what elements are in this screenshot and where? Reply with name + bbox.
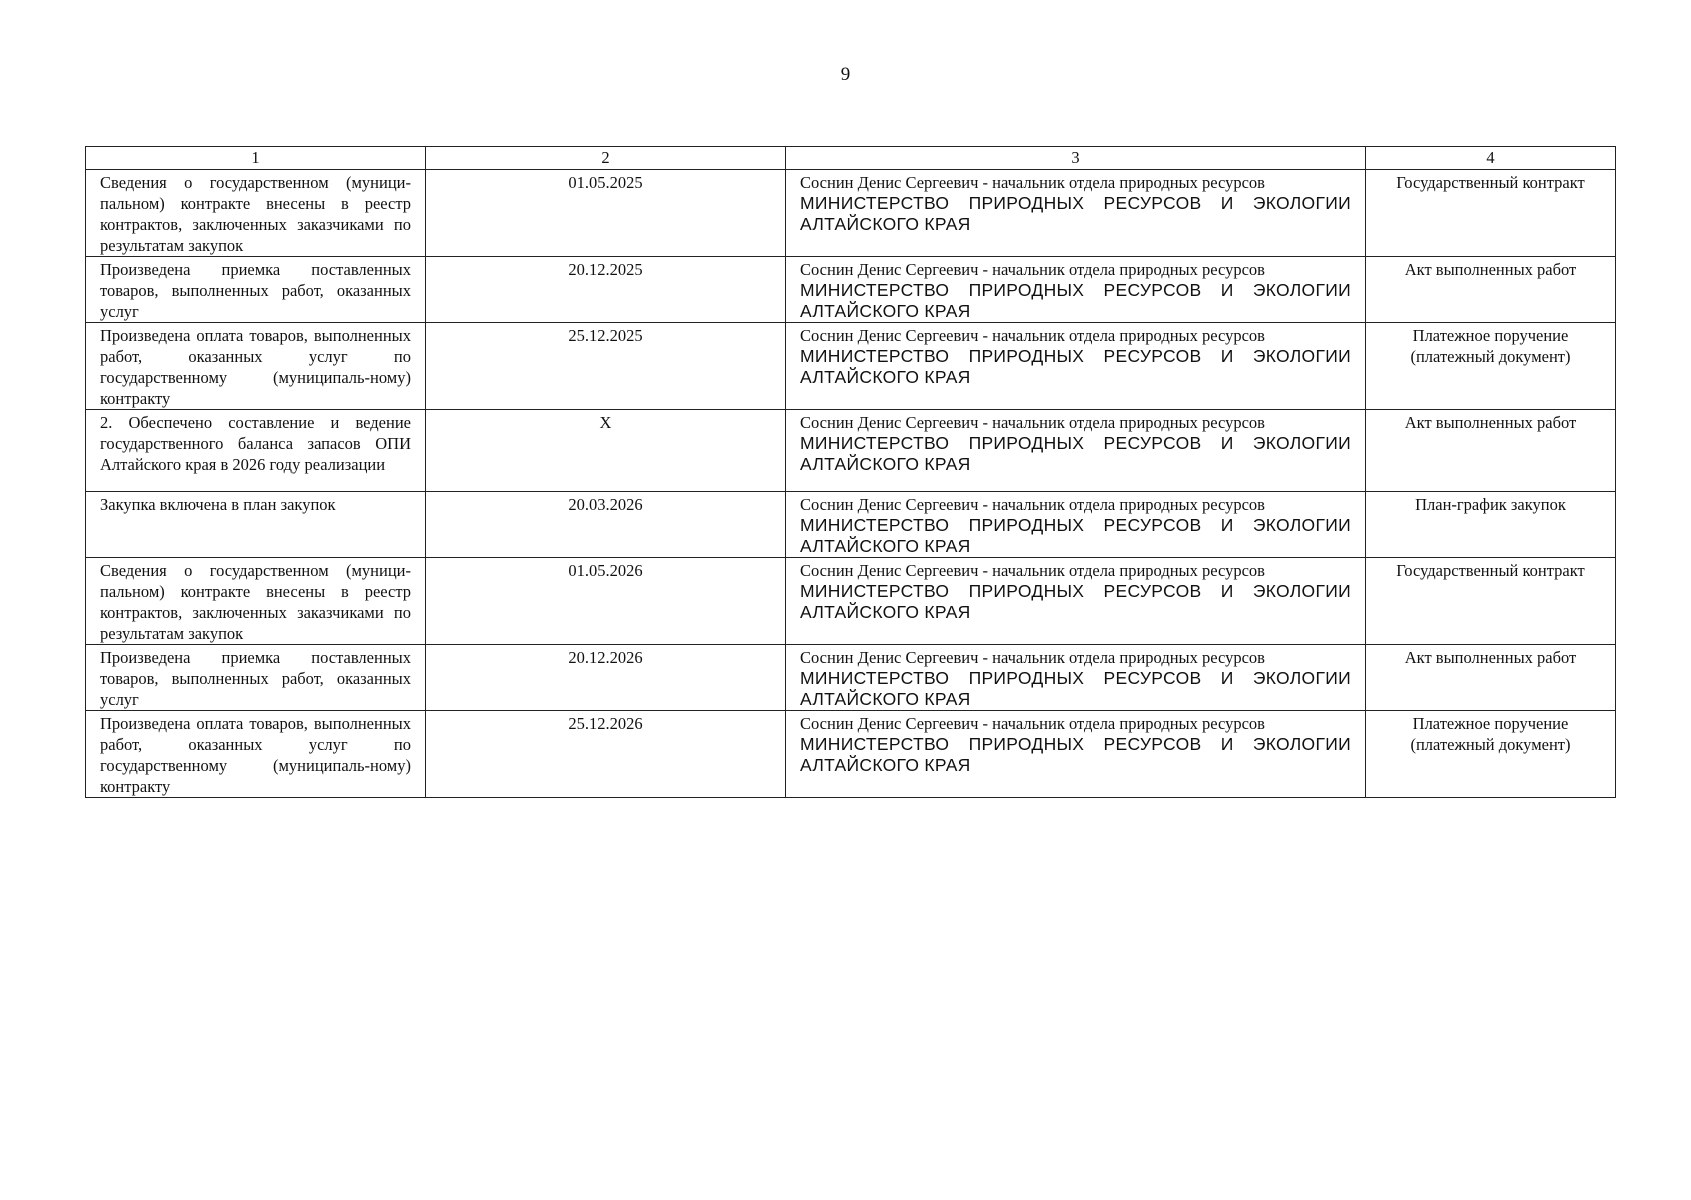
responsible-cell xyxy=(786,410,1366,492)
event-cell: Сведения о государственном (муници-пальном) контракте внесены в реестр контрактов, заключенных заказчиками по результатам закупок xyxy=(86,558,426,645)
document-cell: Акт выполненных работ xyxy=(1366,645,1616,711)
document-cell: Акт выполненных работ xyxy=(1366,257,1616,323)
document-cell: План-график закупок xyxy=(1366,492,1616,558)
responsible-person: Соснин Денис Сергеевич - начальник отдела природных ресурсов xyxy=(800,326,1265,345)
responsible-organization: МИНИСТЕРСТВО ПРИРОДНЫХ РЕСУРСОВ И ЭКОЛОГИИ АЛТАЙСКОГО КРАЯ xyxy=(800,515,1351,556)
date-cell: 20.03.2026 xyxy=(426,492,786,558)
responsible-cell xyxy=(786,645,1366,711)
table-row xyxy=(86,410,1616,492)
event-cell: Произведена оплата товаров, выполненных работ, оказанных услуг по государственному (муниципаль-ному) контракту xyxy=(86,323,426,410)
date-cell: 25.12.2026 xyxy=(426,711,786,798)
responsible-person: Соснин Денис Сергеевич - начальник отдела природных ресурсов xyxy=(800,260,1265,279)
responsible-organization: МИНИСТЕРСТВО ПРИРОДНЫХ РЕСУРСОВ И ЭКОЛОГИИ АЛТАЙСКОГО КРАЯ xyxy=(800,433,1351,474)
responsible-organization: МИНИСТЕРСТВО ПРИРОДНЫХ РЕСУРСОВ И ЭКОЛОГИИ АЛТАЙСКОГО КРАЯ xyxy=(800,346,1351,387)
responsible-cell xyxy=(786,170,1366,257)
document-cell: Государственный контракт xyxy=(1366,170,1616,257)
responsible-cell xyxy=(786,492,1366,558)
responsible-organization: МИНИСТЕРСТВО ПРИРОДНЫХ РЕСУРСОВ И ЭКОЛОГИИ АЛТАЙСКОГО КРАЯ xyxy=(800,280,1351,321)
responsible-person: Соснин Денис Сергеевич - начальник отдела природных ресурсов xyxy=(800,495,1265,514)
event-cell: 2. Обеспечено составление и ведение государственного баланса запасов ОПИ Алтайского края в 2026 году реализации xyxy=(86,410,426,492)
date-cell: 25.12.2025 xyxy=(426,323,786,410)
column-header-1: 1 xyxy=(86,147,426,170)
event-cell: Произведена приемка поставленных товаров, выполненных работ, оказанных услуг xyxy=(86,645,426,711)
responsible-person: Соснин Денис Сергеевич - начальник отдела природных ресурсов xyxy=(800,714,1265,733)
responsible-organization: МИНИСТЕРСТВО ПРИРОДНЫХ РЕСУРСОВ И ЭКОЛОГИИ АЛТАЙСКОГО КРАЯ xyxy=(800,581,1351,622)
event-cell: Закупка включена в план закупок xyxy=(86,492,426,558)
responsible-person: Соснин Денис Сергеевич - начальник отдела природных ресурсов xyxy=(800,648,1265,667)
responsible-cell xyxy=(786,711,1366,798)
date-cell: 20.12.2025 xyxy=(426,257,786,323)
page-number: 9 xyxy=(840,64,851,85)
document-cell: Государственный контракт xyxy=(1366,558,1616,645)
table-row xyxy=(86,558,1616,645)
table-row xyxy=(86,257,1616,323)
column-header-2: 2 xyxy=(426,147,786,170)
document-cell: Платежное поручение (платежный документ) xyxy=(1366,323,1616,410)
responsible-organization: МИНИСТЕРСТВО ПРИРОДНЫХ РЕСУРСОВ И ЭКОЛОГИИ АЛТАЙСКОГО КРАЯ xyxy=(800,193,1351,234)
date-cell: 20.12.2026 xyxy=(426,645,786,711)
responsible-person: Соснин Денис Сергеевич - начальник отдела природных ресурсов xyxy=(800,561,1265,580)
responsible-cell xyxy=(786,257,1366,323)
implementation-plan-table xyxy=(85,146,1616,798)
responsible-cell xyxy=(786,323,1366,410)
column-header-3: 3 xyxy=(786,147,1366,170)
table-row xyxy=(86,492,1616,558)
table-row xyxy=(86,323,1616,410)
date-cell: 01.05.2025 xyxy=(426,170,786,257)
responsible-organization: МИНИСТЕРСТВО ПРИРОДНЫХ РЕСУРСОВ И ЭКОЛОГИИ АЛТАЙСКОГО КРАЯ xyxy=(800,734,1351,775)
document-cell: Платежное поручение (платежный документ) xyxy=(1366,711,1616,798)
event-cell: Произведена приемка поставленных товаров, выполненных работ, оказанных услуг xyxy=(86,257,426,323)
table-row xyxy=(86,645,1616,711)
event-cell: Произведена оплата товаров, выполненных работ, оказанных услуг по государственному (муниципаль-ному) контракту xyxy=(86,711,426,798)
table-header-row xyxy=(86,147,1616,170)
responsible-person: Соснин Денис Сергеевич - начальник отдела природных ресурсов xyxy=(800,413,1265,432)
column-header-4: 4 xyxy=(1366,147,1616,170)
date-cell: X xyxy=(426,410,786,492)
date-cell: 01.05.2026 xyxy=(426,558,786,645)
responsible-cell xyxy=(786,558,1366,645)
responsible-person: Соснин Денис Сергеевич - начальник отдела природных ресурсов xyxy=(800,173,1265,192)
responsible-organization: МИНИСТЕРСТВО ПРИРОДНЫХ РЕСУРСОВ И ЭКОЛОГИИ АЛТАЙСКОГО КРАЯ xyxy=(800,668,1351,709)
event-cell: Сведения о государственном (муници-пальном) контракте внесены в реестр контрактов, заключенных заказчиками по результатам закупок xyxy=(86,170,426,257)
table-row xyxy=(86,711,1616,798)
document-cell: Акт выполненных работ xyxy=(1366,410,1616,492)
table-row xyxy=(86,170,1616,257)
